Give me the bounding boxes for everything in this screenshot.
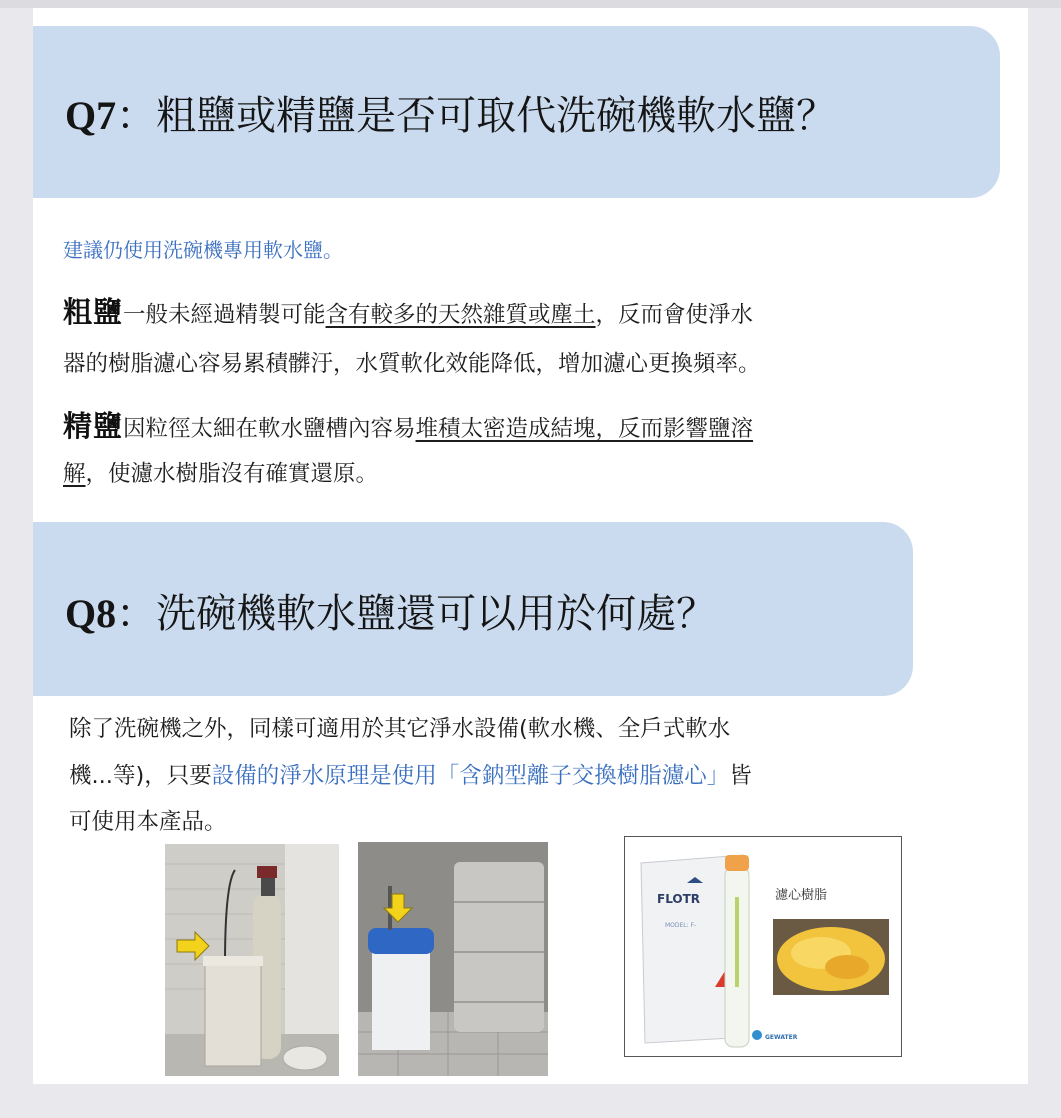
fine-text-underlined: 堆積太密造成結塊，反而影響鹽溶 [415,416,754,442]
q7-title [65,84,836,141]
bag-model-text: MODEL: F- [665,922,697,929]
q7-coarse-line-1 [63,290,753,331]
q8-line-3: 可使用本產品。 [69,809,227,835]
softener-photo-2 [358,842,548,1076]
resin-product-art [625,837,901,1056]
q8-title [65,582,716,639]
q8-line-2-c: 皆 [729,763,752,789]
fine-text-c: 解 [63,461,86,487]
q7-header-box [33,26,1000,198]
q8-line-2-a: 機...等)，只要 [69,763,212,789]
coarse-text-c: ，反而會使淨水 [595,302,754,328]
q8-header-box [33,522,913,696]
fine-text-d: ，使濾水樹脂沒有確實還原。 [85,461,379,487]
bottom-strip [0,1084,1061,1118]
document-page [33,8,1028,1084]
q7-fine-line-1 [63,404,753,445]
q7-recommendation: 建議仍使用洗碗機專用軟水鹽。 [63,238,343,262]
resin-product-photo [624,836,902,1057]
gewater-text: GEWATER [765,1034,798,1041]
coarse-text-underlined: 含有較多的天然雜質或塵土 [325,302,596,328]
bag-brand-text: FLOTR [657,892,701,906]
top-strip [0,0,1061,8]
q8-line-2-highlight: 設備的淨水原理是使用「含鈉型離子交換樹脂濾心」 [211,763,730,789]
q8-line-1: 除了洗碗機之外，同樣可適用於其它淨水設備(軟水機、全戶式軟水 [69,716,731,742]
resin-caption: 濾心樹脂 [775,888,828,903]
q7-question: ：粗鹽或精鹽是否可取代洗碗機軟水鹽？ [116,93,837,139]
softener-photo-1 [165,844,339,1076]
softener-photo-2-art [358,842,548,1076]
q8-number: Q8 [65,591,117,636]
fine-text-a: 因粒徑太細在軟水鹽槽內容易 [123,416,416,442]
q8-line-2 [69,758,752,790]
fine-salt-term: 精鹽 [63,409,124,443]
q7-fine-line-2 [63,456,378,488]
q7-number: Q7 [65,93,117,138]
q8-question: ：洗碗機軟水鹽還可以用於何處？ [116,591,717,637]
q7-coarse-line-2: 器的樹脂濾心容易累積髒汙，水質軟化效能降低，增加濾心更換頻率。 [63,351,761,377]
softener-photo-1-art [165,844,339,1076]
coarse-salt-term: 粗鹽 [63,295,124,329]
coarse-text-a: 一般未經過精製可能 [123,302,326,328]
